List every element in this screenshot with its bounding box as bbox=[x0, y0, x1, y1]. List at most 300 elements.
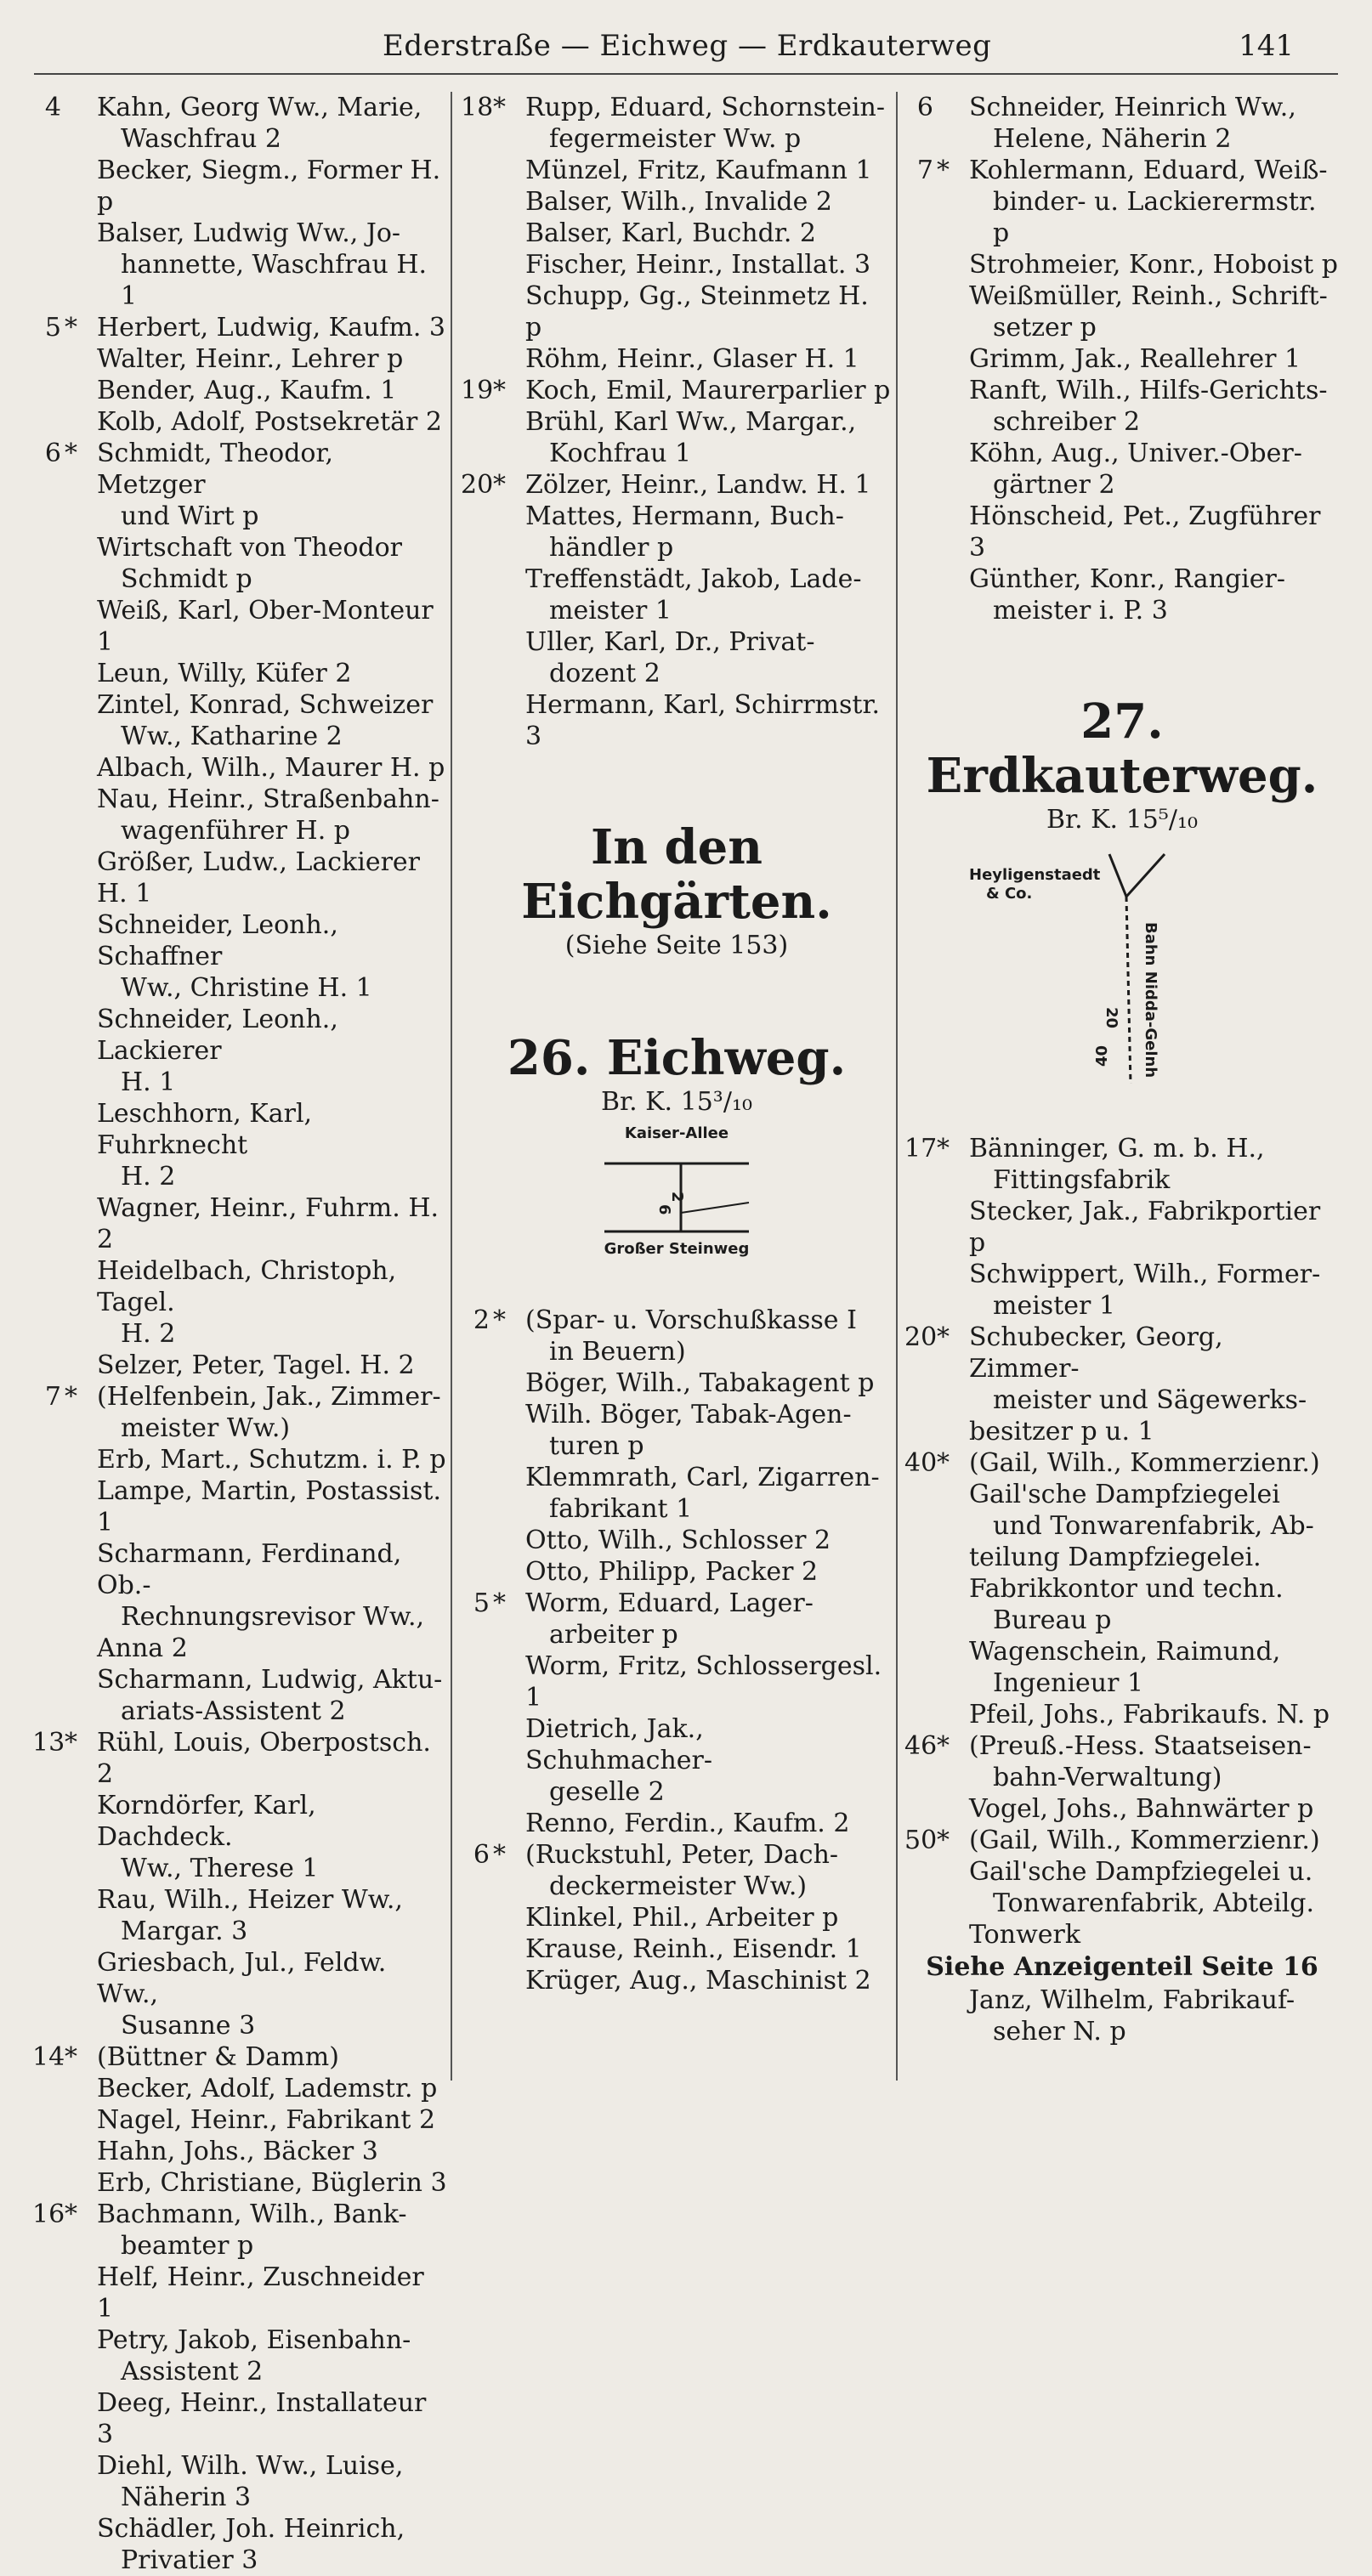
resident-text: Renno, Ferdin., Kaufm. 2 bbox=[525, 1809, 850, 1838]
house-number: 46 bbox=[904, 1731, 938, 1761]
resident-text-continued: turen p bbox=[549, 1431, 644, 1461]
resident-text-continued: fegermeister Ww. p bbox=[549, 124, 802, 154]
owner-marker: * bbox=[937, 1134, 950, 1163]
owner-marker: * bbox=[65, 2200, 77, 2229]
ad-reference-note: Siehe Anzeigenteil Seite 16 bbox=[926, 1952, 1318, 1982]
resident-text: Schmidt, Theodor, Metzger bbox=[97, 439, 334, 500]
erdkauterweg-street-map bbox=[918, 837, 1326, 1092]
owner-marker: * bbox=[493, 1840, 506, 1870]
resident-text: Kolb, Adolf, Postsekretär 2 bbox=[97, 407, 442, 437]
col3-entries-bottom bbox=[904, 1133, 1340, 1950]
resident-text: Krüger, Aug., Maschinist 2 bbox=[525, 1966, 871, 1996]
resident-text-continued: bahn-Verwaltung) bbox=[993, 1763, 1222, 1792]
directory-entry bbox=[904, 155, 1340, 249]
owner-marker: * bbox=[65, 1382, 77, 1412]
directory-entry bbox=[32, 92, 447, 155]
resident-text: (Gail, Wilh., Kommerzienr.) bbox=[969, 1448, 1320, 1478]
map-road-diagonal-right bbox=[1126, 854, 1165, 897]
resident-text-continued: meister 1 bbox=[993, 1291, 1115, 1321]
map-label-company: Heyligenstaedt bbox=[969, 866, 1101, 884]
directory-entry bbox=[32, 2513, 447, 2576]
directory-entry bbox=[32, 1664, 447, 1727]
col2-entries-bottom bbox=[461, 1305, 893, 1996]
directory-entry bbox=[461, 1839, 893, 1902]
resident-text: Balser, Wilh., Invalide 2 bbox=[525, 187, 832, 217]
resident-text: Otto, Philipp, Packer 2 bbox=[525, 1557, 819, 1587]
house-number: 5 bbox=[44, 313, 61, 343]
resident-text: Heidelbach, Christoph, Tagel. bbox=[97, 1256, 397, 1317]
directory-entry bbox=[32, 2262, 447, 2324]
resident-text-continued: meister i. P. 3 bbox=[993, 596, 1168, 626]
resident-text-continued: Tonwarenfabrik, Abteilg. bbox=[993, 1888, 1315, 1918]
house-number: 19 bbox=[461, 376, 494, 405]
resident-text: Schubecker, Georg, Zimmer- bbox=[969, 1322, 1223, 1384]
resident-text: Gail'sche Dampfziegelei u. bbox=[969, 1857, 1313, 1887]
house-number: 20 bbox=[904, 1322, 938, 1352]
directory-entry bbox=[461, 280, 893, 343]
directory-entry bbox=[461, 1965, 893, 1996]
owner-marker: * bbox=[65, 2042, 77, 2072]
resident-text-continued: seher N. p bbox=[993, 2017, 1126, 2047]
directory-entry bbox=[32, 1004, 447, 1098]
directory-entry bbox=[904, 501, 1340, 563]
resident-text-continued: deckermeister Ww.) bbox=[549, 1871, 808, 1901]
resident-text: (Spar- u. Vorschußkasse I bbox=[525, 1305, 857, 1335]
directory-entry bbox=[904, 375, 1340, 438]
house-number: 40 bbox=[904, 1448, 938, 1478]
header-rule bbox=[34, 73, 1338, 75]
resident-text: Schupp, Gg., Steinmetz H. p bbox=[525, 281, 869, 343]
resident-text-continued: Ww., Katharine 2 bbox=[121, 722, 343, 751]
resident-text-continued: ariats-Assistent 2 bbox=[121, 1696, 346, 1726]
eichweg-street-map bbox=[536, 1119, 817, 1264]
owner-marker: * bbox=[65, 1728, 77, 1758]
directory-entry bbox=[904, 280, 1340, 343]
resident-text: Deeg, Heinr., Installateur 3 bbox=[97, 2388, 427, 2449]
directory-entry bbox=[461, 1808, 893, 1839]
directory-entry bbox=[461, 218, 893, 249]
resident-text: Rühl, Louis, Oberpostsch. 2 bbox=[97, 1728, 431, 1789]
resident-text: Lampe, Martin, Postassist. 1 bbox=[97, 1476, 442, 1537]
directory-entry bbox=[904, 1133, 1340, 1196]
resident-text: Bender, Aug., Kaufm. 1 bbox=[97, 376, 397, 405]
resident-text: Balser, Karl, Buchdr. 2 bbox=[525, 218, 816, 248]
map-railway bbox=[1126, 897, 1131, 1084]
resident-text-continued: hannette, Waschfrau H. 1 bbox=[121, 250, 428, 311]
directory-entry bbox=[461, 1713, 893, 1808]
resident-text-continued: und Tonwarenfabrik, Ab- bbox=[993, 1511, 1314, 1541]
directory-entry bbox=[32, 1255, 447, 1350]
directory-entry bbox=[904, 1322, 1340, 1416]
house-number: 13 bbox=[32, 1728, 65, 1758]
resident-text: Strohmeier, Konr., Hoboist p bbox=[969, 250, 1338, 280]
directory-entry bbox=[32, 2450, 447, 2513]
house-number: 5 bbox=[473, 1588, 490, 1618]
house-number: 17 bbox=[904, 1134, 938, 1163]
map-number-6: 6 bbox=[655, 1204, 673, 1215]
owner-marker: * bbox=[493, 1588, 506, 1618]
resident-text-continued: wagenführer H. p bbox=[121, 816, 350, 846]
directory-entry bbox=[32, 689, 447, 752]
resident-text: Herbert, Ludwig, Kaufm. 3 bbox=[97, 313, 446, 343]
owner-marker: * bbox=[937, 1731, 950, 1761]
directory-entry bbox=[904, 1730, 1340, 1793]
column-divider-1 bbox=[451, 92, 452, 2081]
directory-entry bbox=[32, 438, 447, 532]
directory-entry bbox=[904, 1447, 1340, 1479]
page-number: 141 bbox=[1239, 29, 1294, 63]
house-number: 50 bbox=[904, 1826, 938, 1855]
owner-marker: * bbox=[493, 93, 506, 122]
erdkauterweg-title: 27. Erdkauterweg. bbox=[926, 694, 1318, 804]
resident-text-continued: Helene, Näherin 2 bbox=[993, 124, 1232, 154]
directory-entry bbox=[32, 658, 447, 689]
resident-text: Bachmann, Wilh., Bank- bbox=[97, 2200, 407, 2229]
resident-text-continued: Ww., Therese 1 bbox=[121, 1854, 319, 1883]
house-number: 6 bbox=[44, 439, 61, 468]
directory-entry bbox=[32, 1790, 447, 1884]
directory-entry bbox=[32, 752, 447, 784]
directory-entry bbox=[32, 532, 447, 595]
resident-text-continued: und Wirt p bbox=[121, 501, 259, 531]
directory-entry bbox=[904, 1259, 1340, 1322]
resident-text: Bänninger, G. m. b. H., bbox=[969, 1134, 1265, 1163]
map-number-2: 2 bbox=[668, 1192, 686, 1203]
resident-text: Griesbach, Jul., Feldw. Ww., bbox=[97, 1948, 387, 2009]
directory-entry bbox=[461, 1399, 893, 1462]
resident-text: Kahn, Georg Ww., Marie, bbox=[97, 93, 422, 122]
directory-entry bbox=[904, 1919, 1340, 1950]
resident-text: Brühl, Karl Ww., Margar., bbox=[525, 407, 857, 437]
resident-text: Becker, Siegm., Former H. p bbox=[97, 156, 441, 217]
resident-text-continued: Ingenieur 1 bbox=[993, 1668, 1144, 1698]
directory-entry bbox=[904, 1196, 1340, 1259]
directory-entry bbox=[32, 2324, 447, 2387]
resident-text: Klinkel, Phil., Arbeiter p bbox=[525, 1903, 839, 1933]
house-number: 2 bbox=[473, 1305, 490, 1335]
resident-text: Uller, Karl, Dr., Privat- bbox=[525, 627, 815, 657]
resident-text-continued: Ww., Christine H. 1 bbox=[121, 973, 372, 1003]
resident-text: Fabrikkontor und techn. bbox=[969, 1574, 1284, 1604]
resident-text: Gail'sche Dampfziegelei bbox=[969, 1480, 1280, 1509]
resident-text: Schneider, Leonh., Schaffner bbox=[97, 910, 338, 971]
resident-text: Schädler, Joh. Heinrich, bbox=[97, 2514, 405, 2544]
directory-entry bbox=[904, 1856, 1340, 1919]
directory-entry bbox=[32, 909, 447, 1004]
resident-text: Schneider, Heinrich Ww., bbox=[969, 93, 1296, 122]
resident-text: Zintel, Konrad, Schweizer bbox=[97, 690, 434, 720]
house-number: 6 bbox=[473, 1840, 490, 1870]
resident-text-continued: gärtner 2 bbox=[993, 470, 1115, 500]
col3-entries-top bbox=[904, 92, 1340, 626]
resident-text: Janz, Wilhelm, Fabrikauf- bbox=[969, 1985, 1295, 2015]
resident-text: Hermann, Karl, Schirrmstr. 3 bbox=[525, 690, 881, 751]
directory-entry bbox=[32, 2073, 447, 2104]
owner-marker: * bbox=[937, 1322, 950, 1352]
directory-entry bbox=[461, 92, 893, 155]
resident-text: (Ruckstuhl, Peter, Dach- bbox=[525, 1840, 839, 1870]
map-label-grosser-steinweg: Großer Steinweg bbox=[604, 1240, 750, 1258]
resident-text-continued: arbeiter p bbox=[549, 1620, 678, 1650]
resident-text: Korndörfer, Karl, Dachdeck. bbox=[97, 1791, 316, 1852]
directory-entry bbox=[461, 375, 893, 406]
resident-text-continued: beamter p bbox=[121, 2231, 254, 2261]
resident-text: Treffenstädt, Jakob, Lade- bbox=[525, 564, 862, 594]
directory-entry bbox=[461, 1902, 893, 1933]
resident-text-continued: setzer p bbox=[993, 313, 1097, 343]
directory-entry bbox=[904, 1984, 1340, 2047]
resident-text: Weiß, Karl, Ober-Monteur 1 bbox=[97, 596, 434, 657]
resident-text-continued: Kochfrau 1 bbox=[549, 439, 692, 468]
resident-text-continued: Margar. 3 bbox=[121, 1916, 248, 1946]
directory-entry bbox=[32, 155, 447, 218]
resident-text-continued: H. 2 bbox=[121, 1162, 176, 1192]
directory-entry bbox=[461, 1525, 893, 1556]
resident-text-continued: meister und Sägewerks- bbox=[993, 1385, 1307, 1415]
directory-entry bbox=[904, 1825, 1340, 1856]
directory-entry bbox=[461, 343, 893, 375]
resident-text: Nagel, Heinr., Fabrikant 2 bbox=[97, 2105, 436, 2135]
directory-entry bbox=[32, 2136, 447, 2167]
resident-text: Böger, Wilh., Tabakagent p bbox=[525, 1368, 875, 1398]
resident-text-continued: in Beuern) bbox=[549, 1337, 686, 1367]
directory-entry bbox=[32, 406, 447, 438]
resident-text: Münzel, Fritz, Kaufmann 1 bbox=[525, 156, 872, 185]
directory-entry bbox=[904, 1793, 1340, 1825]
resident-text: Diehl, Wilh. Ww., Luise, bbox=[97, 2451, 404, 2481]
resident-text-continued: händler p bbox=[549, 533, 674, 563]
house-number: 6 bbox=[916, 93, 933, 122]
directory-entry bbox=[904, 1479, 1340, 1542]
directory-entry bbox=[32, 312, 447, 343]
house-number: 4 bbox=[44, 93, 61, 122]
owner-marker: * bbox=[493, 1305, 506, 1335]
directory-entry bbox=[461, 1556, 893, 1588]
directory-entry bbox=[461, 1305, 893, 1367]
resident-text: Selzer, Peter, Tagel. H. 2 bbox=[97, 1350, 415, 1380]
directory-entry bbox=[904, 92, 1340, 155]
eichgarten-subtitle: (Siehe Seite 153) bbox=[564, 931, 789, 960]
resident-text: Scharmann, Ferdinand, Ob.- bbox=[97, 1539, 402, 1600]
directory-entry bbox=[904, 438, 1340, 501]
owner-marker: * bbox=[493, 376, 506, 405]
col2-entries-top bbox=[461, 92, 893, 752]
resident-text-continued: H. 2 bbox=[121, 1319, 176, 1349]
resident-text: Pfeil, Johs., Fabrikaufs. N. p bbox=[969, 1700, 1330, 1730]
directory-entry bbox=[904, 1573, 1340, 1636]
directory-entry bbox=[461, 1367, 893, 1399]
directory-entry bbox=[32, 343, 447, 375]
directory-entry bbox=[32, 2199, 447, 2262]
directory-entry bbox=[461, 186, 893, 218]
directory-entry bbox=[32, 1350, 447, 1381]
resident-text-continued: dozent 2 bbox=[549, 659, 660, 688]
resident-text: Nau, Heinr., Straßenbahn- bbox=[97, 784, 439, 814]
column-3 bbox=[904, 92, 1340, 2047]
directory-entry bbox=[32, 2041, 447, 2073]
resident-text: Krause, Reinh., Eisendr. 1 bbox=[525, 1934, 862, 1964]
resident-text: Kohlermann, Eduard, Weiß- bbox=[969, 156, 1328, 185]
owner-marker: * bbox=[65, 313, 77, 343]
resident-text: (Büttner & Damm) bbox=[97, 2042, 339, 2072]
resident-text: Ranft, Wilh., Hilfs-Gerichts- bbox=[969, 376, 1328, 405]
map-label-kaiser-allee: Kaiser-Allee bbox=[624, 1124, 729, 1142]
resident-text: Helf, Heinr., Zuschneider 1 bbox=[97, 2262, 424, 2324]
directory-entry bbox=[461, 469, 893, 501]
resident-text: Leschhorn, Karl, Fuhrknecht bbox=[97, 1099, 313, 1160]
directory-entry bbox=[461, 1462, 893, 1525]
eichweg-title: 26. Eichweg. bbox=[507, 1030, 847, 1086]
resident-text: Balser, Ludwig Ww., Jo- bbox=[97, 218, 401, 248]
directory-entry bbox=[461, 563, 893, 626]
owner-marker: * bbox=[937, 156, 950, 185]
resident-text: besitzer p u. 1 bbox=[969, 1417, 1154, 1447]
resident-text: Worm, Eduard, Lager- bbox=[525, 1588, 814, 1618]
house-number: 20 bbox=[461, 470, 494, 500]
col3-entries-end bbox=[904, 1984, 1340, 2047]
resident-text: (Gail, Wilh., Kommerzienr.) bbox=[969, 1826, 1320, 1855]
directory-entry bbox=[32, 2387, 447, 2450]
directory-entry bbox=[32, 2104, 447, 2136]
resident-text: Erb, Mart., Schutzm. i. P. p bbox=[97, 1445, 446, 1475]
directory-entry bbox=[32, 218, 447, 312]
directory-entry bbox=[904, 1636, 1340, 1699]
directory-entry bbox=[32, 1098, 447, 1192]
resident-text-continued: Susanne 3 bbox=[121, 2011, 256, 2041]
directory-entry bbox=[904, 343, 1340, 375]
resident-text: Schneider, Leonh., Lackierer bbox=[97, 1005, 338, 1066]
map-label-company-2: & Co. bbox=[986, 885, 1033, 903]
resident-text: Mattes, Hermann, Buch- bbox=[525, 501, 844, 531]
running-title: Ederstraße — Eichweg — Erdkauterweg bbox=[383, 29, 992, 63]
directory-entry bbox=[461, 689, 893, 752]
resident-text-continued: meister 1 bbox=[549, 596, 672, 626]
resident-text: Leun, Willy, Küfer 2 bbox=[97, 659, 352, 688]
resident-text: Walter, Heinr., Lehrer p bbox=[97, 344, 404, 374]
directory-entry bbox=[32, 1444, 447, 1475]
resident-text: Tonwerk bbox=[969, 1920, 1081, 1950]
eichweg-district: Br. K. 15³/₁₀ bbox=[600, 1087, 752, 1117]
resident-text: Stecker, Jak., Fabrikportier p bbox=[969, 1197, 1321, 1258]
resident-text: Klemmrath, Carl, Zigarren- bbox=[525, 1463, 880, 1492]
directory-entry bbox=[32, 1192, 447, 1255]
page-header bbox=[0, 25, 1372, 76]
directory-entry bbox=[32, 1727, 447, 1790]
map-road-diagonal-left bbox=[1109, 854, 1126, 897]
owner-marker: * bbox=[493, 470, 506, 500]
resident-text: Otto, Wilh., Schlosser 2 bbox=[525, 1526, 831, 1555]
resident-text-continued: meister Ww.) bbox=[121, 1413, 291, 1443]
resident-text: Grimm, Jak., Reallehrer 1 bbox=[969, 344, 1301, 374]
eichgarten-title: In den Eichgärten. bbox=[521, 819, 832, 930]
resident-text-continued: Privatier 3 bbox=[121, 2545, 258, 2575]
resident-text: Wirtschaft von Theodor bbox=[97, 533, 403, 563]
column-2 bbox=[461, 92, 893, 1996]
column-1 bbox=[32, 92, 447, 2576]
resident-text-continued: Bureau p bbox=[993, 1605, 1112, 1635]
directory-entry bbox=[32, 375, 447, 406]
directory-entry bbox=[461, 501, 893, 563]
resident-text: Scharmann, Ludwig, Aktu- bbox=[97, 1665, 443, 1695]
resident-text: Rau, Wilh., Heizer Ww., bbox=[97, 1885, 403, 1915]
directory-entry bbox=[461, 1933, 893, 1965]
resident-text: Albach, Wilh., Maurer H. p bbox=[97, 753, 445, 783]
directory-entry bbox=[461, 626, 893, 689]
resident-text: Größer, Ludw., Lackierer H. 1 bbox=[97, 847, 421, 909]
resident-text: Hahn, Johs., Bäcker 3 bbox=[97, 2137, 378, 2166]
directory-entry bbox=[32, 1475, 447, 1538]
directory-entry bbox=[32, 1633, 447, 1664]
directory-entry bbox=[461, 1650, 893, 1713]
house-number: 18 bbox=[461, 93, 494, 122]
directory-entry bbox=[461, 155, 893, 186]
directory-entry bbox=[32, 784, 447, 846]
directory-entry bbox=[904, 1416, 1340, 1447]
resident-text: Becker, Adolf, Lademstr. p bbox=[97, 2074, 438, 2103]
resident-text: Vogel, Johs., Bahnwärter p bbox=[969, 1794, 1314, 1824]
owner-marker: * bbox=[937, 1826, 950, 1855]
directory-entry bbox=[461, 1588, 893, 1650]
resident-text-continued: Fittingsfabrik bbox=[993, 1165, 1171, 1195]
directory-entry bbox=[904, 563, 1340, 626]
owner-marker: * bbox=[937, 1448, 950, 1478]
resident-text: Koch, Emil, Maurerparlier p bbox=[525, 376, 891, 405]
directory-entry bbox=[904, 1699, 1340, 1730]
resident-text-continued: schreiber 2 bbox=[993, 407, 1141, 437]
resident-text: teilung Dampfziegelei. bbox=[969, 1543, 1261, 1572]
erdkauterweg-district: Br. K. 15⁵/₁₀ bbox=[1046, 805, 1198, 835]
resident-text-continued: fabrikant 1 bbox=[549, 1494, 693, 1524]
resident-text: Wagenschein, Raimund, bbox=[969, 1637, 1281, 1667]
directory-entry bbox=[32, 1538, 447, 1633]
directory-entry bbox=[461, 249, 893, 280]
directory-entry bbox=[904, 249, 1340, 280]
resident-text-continued: Schmidt p bbox=[121, 564, 252, 594]
column-divider-2 bbox=[896, 92, 898, 2081]
house-number: 7 bbox=[44, 1382, 61, 1412]
resident-text: (Preuß.-Hess. Staatseisen- bbox=[969, 1731, 1312, 1761]
resident-text: Wilh. Böger, Tabak-Agen- bbox=[525, 1400, 852, 1430]
resident-text: Dietrich, Jak., Schuhmacher- bbox=[525, 1714, 713, 1775]
resident-text-continued: H. 1 bbox=[121, 1067, 176, 1097]
resident-text-continued: Assistent 2 bbox=[121, 2357, 264, 2386]
directory-entry bbox=[32, 2167, 447, 2199]
directory-entry bbox=[461, 406, 893, 469]
resident-text: Erb, Christiane, Büglerin 3 bbox=[97, 2168, 447, 2198]
directory-entry bbox=[32, 1947, 447, 2041]
directory-entry bbox=[32, 595, 447, 658]
directory-entry bbox=[32, 1381, 447, 1444]
resident-text-continued: Rechnungsrevisor Ww., bbox=[121, 1602, 425, 1632]
resident-text: Hönscheid, Pet., Zugführer 3 bbox=[969, 501, 1321, 563]
house-number: 14 bbox=[32, 2042, 65, 2072]
directory-entry bbox=[32, 846, 447, 909]
resident-text: Weißmüller, Reinh., Schrift- bbox=[969, 281, 1328, 311]
resident-text-continued: Waschfrau 2 bbox=[121, 124, 281, 154]
house-number: 7 bbox=[916, 156, 933, 185]
map-road-branch bbox=[681, 1203, 749, 1213]
owner-marker: * bbox=[65, 439, 77, 468]
resident-text: Rupp, Eduard, Schornstein- bbox=[525, 93, 885, 122]
map-number-20: 20 bbox=[1103, 1007, 1120, 1029]
resident-text-continued: binder- u. Lackierermstr. p bbox=[993, 187, 1317, 248]
resident-text: Zölzer, Heinr., Landw. H. 1 bbox=[525, 470, 871, 500]
resident-text: Fischer, Heinr., Installat. 3 bbox=[525, 250, 871, 280]
directory-entry bbox=[32, 1884, 447, 1947]
resident-text-continued: Näherin 3 bbox=[121, 2483, 252, 2512]
resident-text: Günther, Konr., Rangier- bbox=[969, 564, 1286, 594]
resident-text: Köhn, Aug., Univer.-Ober- bbox=[969, 439, 1302, 468]
